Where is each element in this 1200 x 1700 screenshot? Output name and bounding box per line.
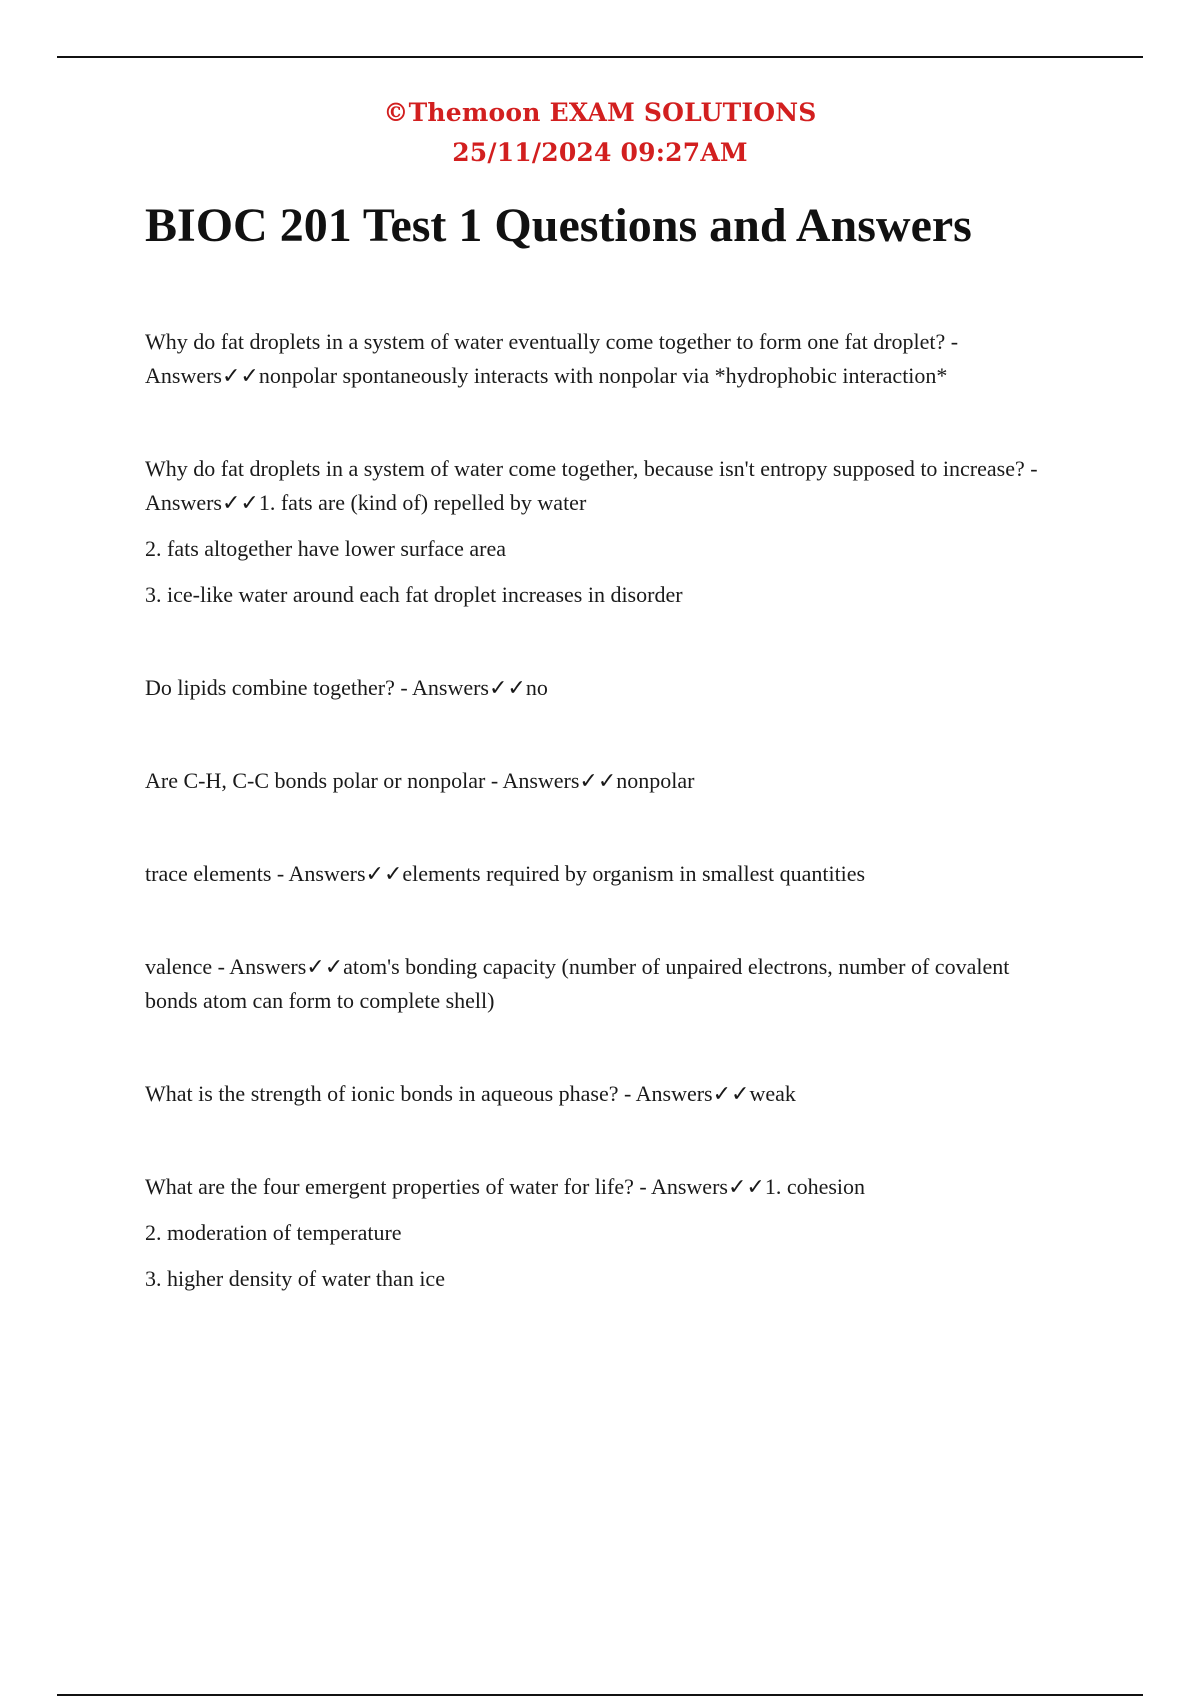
document-title: BIOC 201 Test 1 Questions and Answers	[145, 199, 972, 252]
qa-text: What is the strength of ionic bonds in aqueous phase? - Answers✓✓weak	[145, 1081, 796, 1106]
qa-item	[145, 764, 1055, 798]
qa-item	[145, 671, 1055, 705]
qa-extra-line: 3. higher density of water than ice	[145, 1266, 445, 1291]
qa-text: valence - Answers✓✓atom's bonding capacity (number of unpaired electrons, number of covalent bonds atom can form to complete shell)	[145, 954, 1010, 1013]
watermark-line-1: ©Themoon EXAM SOLUTIONS	[383, 98, 817, 127]
qa-text: Why do fat droplets in a system of water come together, because isn't entropy supposed to increase? - Answers✓✓1. fats are (kind of) repelled by water	[145, 456, 1038, 515]
watermark-line-2: 25/11/2024 09:27AM	[452, 138, 748, 167]
qa-text: What are the four emergent properties of water for life? - Answers✓✓1. cohesion	[145, 1174, 866, 1199]
top-rule	[57, 56, 1143, 58]
qa-text: Do lipids combine together? - Answers✓✓no	[145, 675, 548, 700]
watermark-header	[0, 93, 1200, 173]
qa-text: Are C-H, C-C bonds polar or nonpolar - Answers✓✓nonpolar	[145, 768, 695, 793]
qa-item	[145, 1077, 1055, 1111]
qa-extra-line: 3. ice-like water around each fat droplet increases in disorder	[145, 582, 683, 607]
qa-item	[145, 857, 1055, 891]
qa-text: trace elements - Answers✓✓elements required by organism in smallest quantities	[145, 861, 866, 886]
qa-extra-line: 2. fats altogether have lower surface area	[145, 536, 506, 561]
qa-text: Why do fat droplets in a system of water eventually come together to form one fat droplet? - Answers✓✓nonpolar spontaneously interacts with nonpolar via *hydrophobic interaction*	[145, 329, 959, 388]
qa-item	[145, 452, 1055, 612]
qa-item	[145, 950, 1055, 1018]
qa-list	[145, 325, 1055, 1355]
qa-item	[145, 1170, 1055, 1296]
bottom-rule	[57, 1694, 1143, 1696]
qa-item	[145, 325, 1055, 393]
qa-extra-line: 2. moderation of temperature	[145, 1220, 402, 1245]
